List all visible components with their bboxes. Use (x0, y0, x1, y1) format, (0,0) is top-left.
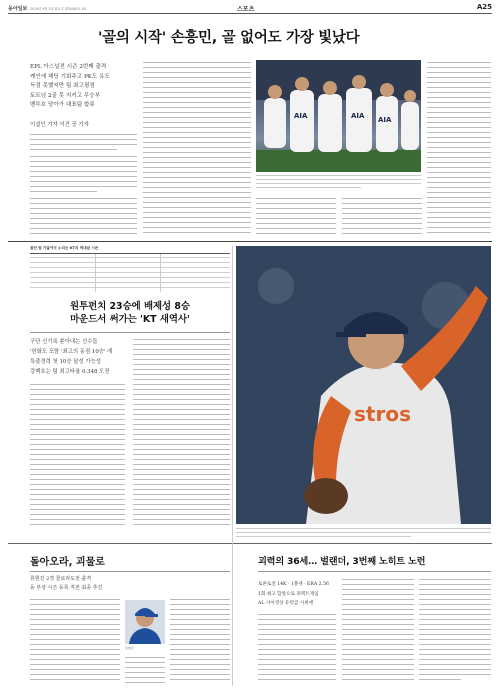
column-separator (232, 246, 233, 686)
stats-box-title: 참단 팀 가을야구 노리는 KT의 역대급 시즌 (30, 246, 99, 250)
kt-subhead-line: 구단 신기록 쏟아내는 선수들 (30, 339, 98, 345)
kt-headline (30, 300, 230, 326)
verlander-subhead-line: 토론토전 14K · 1볼넷 · ERA 2.56 (258, 582, 329, 587)
soccer-photo (256, 60, 421, 172)
soccer-photo-caption (256, 174, 421, 192)
deck-line: 토트넘 2골 못 지키고 무승부 (30, 92, 101, 99)
kt-headline-line: 마운드서 써가는 'KT 새역사' (70, 314, 190, 325)
kt-subhead-line: 특출경력 첫 10승 달성 가능성 (30, 359, 101, 365)
player-portrait-icon (125, 600, 165, 644)
header-rule (8, 13, 492, 14)
verlander-subhead-line: AL 사이영상 유력급 시위에 (258, 601, 314, 606)
top-body-col-2 (143, 60, 251, 236)
verlander-body-col-2 (342, 577, 414, 687)
top-body-col-3 (256, 196, 336, 236)
return-body-col-1 (30, 597, 120, 687)
soccer-players-illustration (256, 60, 421, 172)
ryu-thumbnail (125, 600, 165, 644)
lower-divider (8, 543, 492, 544)
section-divider (8, 241, 492, 242)
return-subhead-line: 류현진 2경 콜로라도전 출격 (30, 576, 92, 582)
masthead: 동아일보 (8, 6, 28, 12)
kt-divider (30, 332, 230, 333)
section-label: 스포츠 (237, 6, 255, 13)
top-byline: 이설인 기자 이건 공 기자 (30, 122, 89, 128)
svg-text:AIA: AIA (294, 112, 308, 120)
svg-text:AIA: AIA (351, 112, 365, 120)
top-body-col-1 (30, 132, 137, 236)
return-divider (30, 571, 230, 572)
deck-line: EPL 아스널전 시즌 2번째 출격 (30, 64, 107, 70)
kt-body-col-2 (133, 337, 230, 532)
top-body-col-4 (342, 196, 422, 236)
kt-subhead-line: '한화도 포함 '최고의 동점 10승' 에 (30, 349, 113, 355)
verlander-body-col-1 (258, 612, 336, 687)
return-body-col-2 (125, 655, 165, 687)
kt-subhead-line: 강백호는 팀 최고타율 0.348 도전 (30, 369, 110, 375)
verlander-subhead-line: 1회 최고 합앞으로 퍼펙트게임 (258, 591, 319, 597)
return-subheads (30, 575, 170, 593)
pitcher-photo-caption (236, 527, 491, 541)
return-body-col-3 (170, 597, 230, 687)
ryu-thumbnail-caption: 류현진 (125, 646, 134, 650)
kt-headline-line: 원투펀치 23승에 배제성 8승 (70, 301, 190, 312)
page-number: A25 (476, 3, 492, 11)
date-line: 2019년 9월 3일 화요일 제30492호 A5 (30, 7, 87, 11)
pitcher-photo (236, 246, 491, 524)
verlander-divider (258, 571, 491, 572)
deck-line: 득점 못했지만 팀 최고평점 (30, 83, 95, 90)
top-deck (30, 63, 138, 111)
verlander-body-col-3 (419, 577, 491, 687)
verlander-headline: 괴력의 36세… 벌랜더, 3번째 노히트 노런 (258, 556, 426, 567)
top-headline: '골의 시작' 손흥민, 골 없어도 가장 빛났다 (98, 30, 360, 46)
stats-table (30, 253, 230, 294)
deck-line: 케인에 헤딩 기회주고 PK도 유도 (30, 73, 110, 80)
pitcher-illustration (236, 246, 491, 524)
return-headline: 돌아오라, 괴물로 (30, 557, 105, 568)
top-body-col-5 (427, 60, 491, 236)
deck-line: 벤투호 담아가 대표팀 합류 (30, 102, 95, 109)
return-subhead-line: 등 부상 시즌 등록 직전 최종 추진 (30, 585, 103, 591)
kt-body-col-1 (30, 382, 125, 532)
svg-text:AIA: AIA (378, 116, 392, 124)
jersey-text: stros (354, 402, 411, 426)
